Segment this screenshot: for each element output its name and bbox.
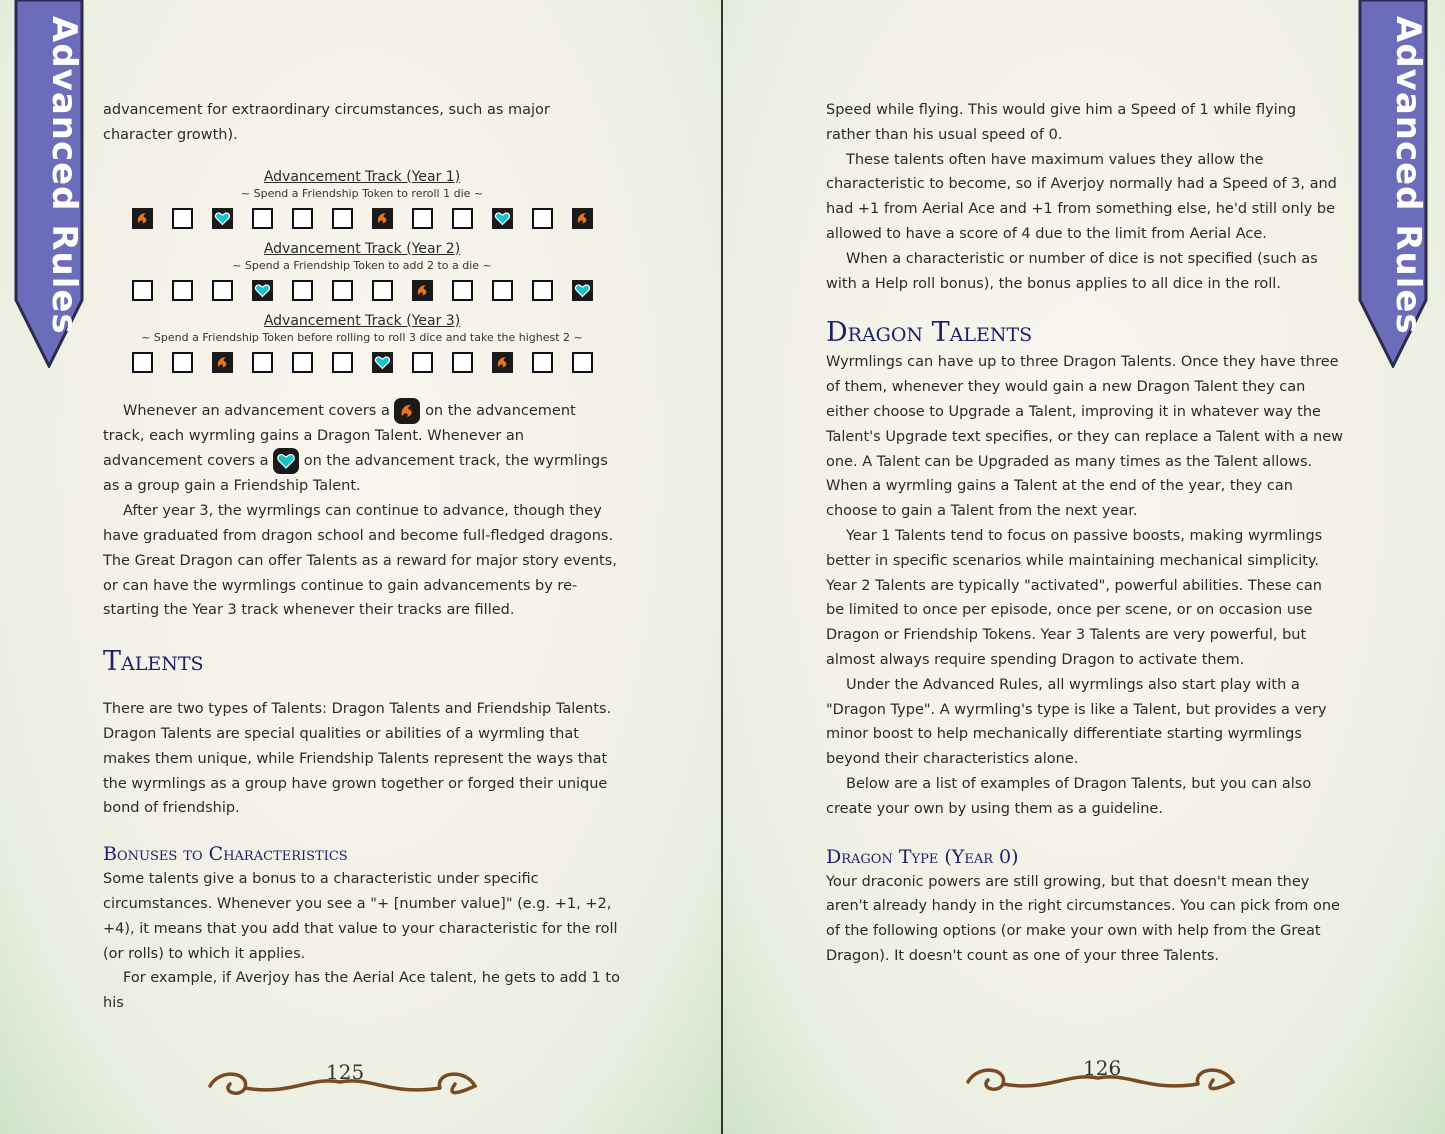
adv-text-b: on the advancement track, each wyrmling gains a Dragon Talent. Whenever an advancement covers a: [103, 402, 576, 470]
track-checkbox[interactable]: [132, 280, 153, 301]
track-checkbox[interactable]: [252, 208, 273, 229]
track-checkbox[interactable]: [532, 352, 553, 373]
track-checkbox[interactable]: [412, 208, 433, 229]
page-number-left: 125: [326, 1060, 365, 1084]
track-checkbox[interactable]: [332, 280, 353, 301]
talents-heading: Talents: [103, 646, 204, 678]
chapter-ribbon-left: [14, 0, 84, 368]
chapter-ribbon-label: Advanced Rules: [1388, 16, 1428, 335]
track-boxes: [103, 276, 621, 306]
track-checkbox[interactable]: [172, 280, 193, 301]
bonuses-paragraph-1: Some talents give a bonus to a characteristic under specific circumstances. Whenever you see a "+ [number value]" (e.g. +1, +2, +4), it means that you add that value to your characteristic for the roll (or rolls) to which it applies.: [103, 871, 618, 962]
track-checkbox[interactable]: [292, 352, 313, 373]
track-checkbox[interactable]: [532, 280, 553, 301]
advancement-paragraph-2: After year 3, the wyrmlings can continue to advance, though they have graduated from dragon school and become full-fledged dragons. The Great Dragon can offer Talents as a reward for major story events, or can have the wyrmlings continue to gain advancements by re-starting the Year 3 track whenever their tracks are filled.: [103, 503, 617, 619]
dragon-icon-box[interactable]: [572, 208, 593, 229]
adv-text-a: Whenever an advancement covers a: [123, 402, 390, 419]
track-note: ~ Spend a Friendship Token to add 2 to a die ~: [232, 258, 492, 272]
track-title: Advancement Track (Year 3): [263, 312, 461, 329]
track-checkbox[interactable]: [292, 208, 313, 229]
limits-paragraph: These talents often have maximum values they allow the characteristic to become, so if Averjoy normally had a Speed of 3, and had +1 from Aerial Ace and +1 from something else, he'd still only be allowed to have a score of 4 due to the limit from Aerial Ace.: [826, 151, 1337, 242]
track-note: ~ Spend a Friendship Token before rolling to roll 3 dice and take the highest 2 ~: [141, 330, 583, 344]
unspecified-paragraph: When a characteristic or number of dice is not specified (such as with a Help roll bonus), the bonus applies to all dice in the roll.: [826, 250, 1318, 292]
track-checkbox[interactable]: [492, 280, 513, 301]
track-boxes: [103, 204, 621, 234]
track-note: ~ Spend a Friendship Token to reroll 1 die ~: [240, 186, 484, 200]
dragon-type-heading: Dragon Type (Year 0): [826, 845, 1019, 868]
track-checkbox[interactable]: [172, 352, 193, 373]
track-checkbox[interactable]: [332, 208, 353, 229]
adv-text-c: on the advancement track, the wyrmlings as a group gain a Friendship Talent.: [103, 453, 608, 495]
track-checkbox[interactable]: [252, 352, 273, 373]
advancement-paragraph-1: [103, 398, 621, 500]
chapter-ribbon-label: Advanced Rules: [44, 16, 84, 335]
advancement-track: [103, 312, 621, 378]
track-checkbox[interactable]: [452, 352, 473, 373]
track-checkbox[interactable]: [132, 352, 153, 373]
track-checkbox[interactable]: [532, 208, 553, 229]
track-checkbox[interactable]: [412, 352, 433, 373]
dragon-talents-paragraph-2: Year 1 Talents tend to focus on passive boosts, making wyrmlings better in specific scenarios while maintaining mechanical simplicity. Year 2 Talents are typically "activated", powerful abilities. These can be limited to once per episode, once per scene, or on occasion use Dragon or Friendship Tokens. Year 3 Talents are very powerful, but almost always require spending Dragon to activate them.: [826, 527, 1323, 668]
track-checkbox[interactable]: [332, 352, 353, 373]
track-title: Advancement Track (Year 1): [263, 168, 461, 185]
page-number-right: 126: [1083, 1056, 1122, 1080]
dragon-icon-box[interactable]: [212, 352, 233, 373]
chapter-ribbon-right: [1358, 0, 1428, 368]
dragon-talents-paragraph-3: Under the Advanced Rules, all wyrmlings also start play with a "Dragon Type". A wyrmling's type is like a Talent, but provides a very minor boost to help mechanically differentiate starting wyrmlings beyond their characteristics alone.: [826, 676, 1327, 768]
heart-icon-box[interactable]: [492, 208, 513, 229]
dragon-icon-box[interactable]: [412, 280, 433, 301]
dragon-type-paragraph: Your draconic powers are still growing, but that doesn't mean they aren't already handy in the right circumstances. You can pick from one of the following options (or make your own with help from the Great Dragon). It doesn't count as one of your three Talents.: [826, 873, 1340, 964]
speed-paragraph: Speed while flying. This would give him a Speed of 1 while flying rather than his usual speed of 0.: [826, 102, 1297, 143]
heart-icon-box[interactable]: [212, 208, 233, 229]
dragon-icon-box[interactable]: [492, 352, 513, 373]
advancement-tracks: [103, 168, 621, 378]
dragon-icon-box[interactable]: [372, 208, 393, 229]
track-checkbox[interactable]: [212, 280, 233, 301]
bonuses-paragraph-2: For example, if Averjoy has the Aerial Ace talent, he gets to add 1 to his: [103, 970, 620, 1012]
left-text-column: [103, 98, 621, 1016]
track-checkbox[interactable]: [372, 280, 393, 301]
track-checkbox[interactable]: [292, 280, 313, 301]
heart-icon: [273, 448, 299, 474]
intro-paragraph: advancement for extraordinary circumstances, such as major character growth).: [103, 102, 550, 143]
track-checkbox[interactable]: [452, 280, 473, 301]
right-text-column: [826, 98, 1344, 969]
book-spine: [721, 0, 723, 1134]
advancement-track: [103, 240, 621, 306]
track-checkbox[interactable]: [172, 208, 193, 229]
dragon-talents-paragraph-4: Below are a list of examples of Dragon Talents, but you can also create your own by using them as a guideline.: [826, 775, 1312, 817]
track-checkbox[interactable]: [572, 352, 593, 373]
bonuses-heading: Bonuses to Characteristics: [103, 843, 348, 866]
heart-icon-box[interactable]: [252, 280, 273, 301]
heart-icon-box[interactable]: [372, 352, 393, 373]
dragon-talents-paragraph-1: Wyrmlings can have up to three Dragon Talents. Once they have three of them, whenever they would gain a new Dragon Talent they can either choose to Upgrade a Talent, improving it in whatever way the Talent's Upgrade text specifies, or they can replace a Talent with a new one. A Talent can be Upgraded as many times as the Talent allows. When a wyrmling gains a Talent at the end of the year, they can choose to gain a Talent from the next year.: [826, 354, 1344, 520]
talents-paragraph: There are two types of Talents: Dragon Talents and Friendship Talents. Dragon Talents are special qualities or abilities of a wyrmling that makes them unique, while Friendship Talents represent the ways that the wyrmlings as a group have grown together or forged their unique bond of friendship.: [103, 701, 612, 817]
track-boxes: [103, 348, 621, 378]
dragon-icon-box[interactable]: [132, 208, 153, 229]
heart-icon-box[interactable]: [572, 280, 593, 301]
advancement-track: [103, 168, 621, 234]
dragon-talents-heading: Dragon Talents: [826, 317, 1033, 349]
track-title: Advancement Track (Year 2): [263, 240, 461, 257]
dragon-icon: [394, 398, 420, 424]
track-checkbox[interactable]: [452, 208, 473, 229]
